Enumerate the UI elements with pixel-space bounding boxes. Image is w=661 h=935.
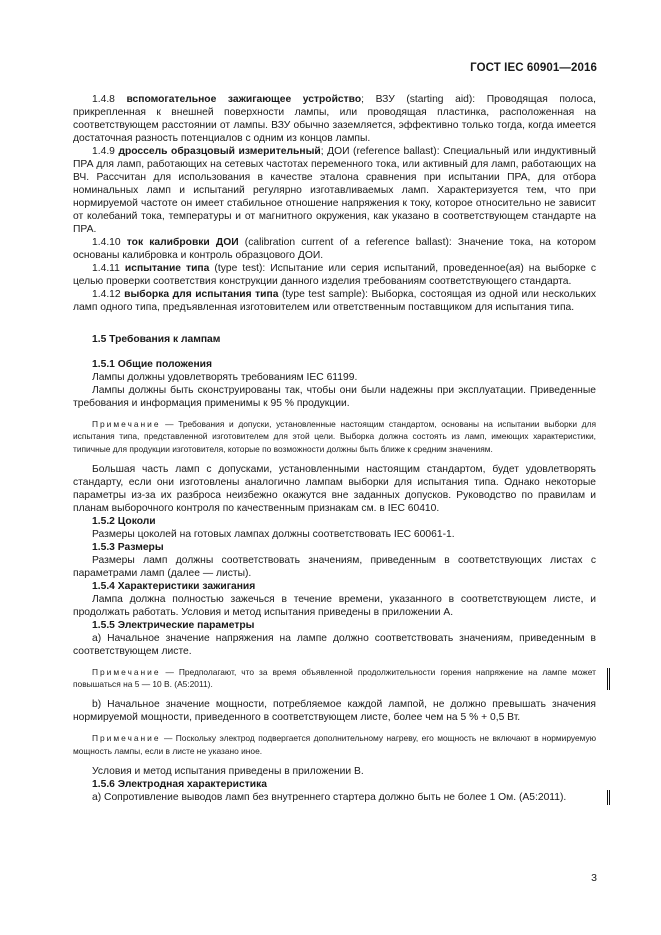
clause-number: 1.4.10 [92,237,127,248]
term: вспомогательное зажигающее устройство [126,94,362,105]
paragraph: Условия и метод испытания приведены в приложении В. [92,766,364,778]
change-bar-icon [607,790,610,805]
clause-number: 1.4.9 [92,146,119,157]
definition-1-4-8 [73,93,596,145]
term: ток калибровки ДОИ [126,237,239,248]
note-1 [73,418,596,455]
subsection-heading-1-5-5: 1.5.5 Электрические параметры [92,619,255,631]
term: дроссель образцовый измерительный [118,146,321,157]
definition-1-4-9 [73,145,596,236]
subsection-heading-1-5-2: 1.5.2 Цоколи [92,515,156,527]
clause-number: 1.4.11 [92,263,125,274]
definition-1-4-11 [73,262,596,288]
change-bar-icon [607,668,610,690]
clause-number: 1.4.12 [92,289,125,300]
paragraph: a) Начальное значение напряжения на лампе должно соответствовать значениям, приведенным в соответствующем листе. [73,632,596,657]
note-2 [73,666,596,691]
note-label: Примечание [92,419,161,429]
paragraph: Лампы должны удовлетворять требованиям IEC 61199. [92,372,358,383]
subsection-heading-1-5-4: 1.5.4 Характеристики зажигания [92,580,256,592]
section-heading-1-5: 1.5 Требования к лампам [92,334,221,345]
term: испытание типа [124,263,210,274]
paragraph: b) Начальное значение мощности, потребляемое каждой лампой, не должно превышать значения нормируемой мощности, приведенного в соответствующем листе, более чем на 5 % + 0,5 Вт. [73,699,596,724]
note-text: — Требования и допуски, установленные настоящим стандартом, основаны на испытании выборки для испытания типа, представленной изготовителем для этой цели. Выборка должна состоять из ламп, имеющих характеристики, типичные для продукции изготовителя, которые по возможности должны быть ближе к средним значениям. [73,419,596,454]
note-text: — Поскольку электрод подвергается дополнительному нагреву, его мощность не включают в нормируемую мощность лампы, если в листе не указано иное. [73,733,596,756]
definition-1-4-10 [73,236,596,262]
note-3 [73,732,596,757]
note-label: Примечание [92,733,161,744]
clause-number: 1.4.8 [92,94,127,105]
paragraph [73,791,596,804]
definition-text: ; ВЗУ (starting aid): Проводящая полоса, прикрепленная к внешней поверхности лампы, или проводящая пластинка, расположенная на соответствующем расстоянии от лампы. ВЗУ обычно заземляется, эффективно только тогда, когда имеется достаточная разность потенциалов с одним из концов лампы. [73,94,597,144]
paragraph: Лампы должны быть сконструированы так, чтобы они были надежны при эксплуатации. Приведенные требования и информация применимы к 95 % продукции. [73,385,596,409]
standard-header: ГОСТ IEC 60901—2016 [470,62,597,74]
page-content [73,93,596,804]
paragraph: Размеры цоколей на готовых лампах должны соответствовать IEC 60061-1. [92,528,455,540]
subsection-heading-1-5-6: 1.5.6 Электродная характеристика [92,779,267,791]
subsection-heading-1-5-1: 1.5.1 Общие положения [92,359,212,370]
paragraph: Лампа должна полностью зажечься в течение времени, указанного в соответствующем листе, и продолжать работать. Условия и метод испытания приведены в приложении А. [73,593,596,618]
definition-text: ; ДОИ (reference ballast): Специальный или индуктивный ПРА для ламп, работающих на сетевых частотах переменного тока, или активный для ламп, работающих на ВЧ. Рассчитан для использования в качестве эталона сравнения при испытании ПРА, для отбора номинальных ламп и испытаний регулярно изготавливаемых ламп. Характеризуется тем, что при нормируемой частоте он имеет стабильное отношение напряжения к току, которое относительно не зависит от колебаний тока, температуры и от магнитного окружения, как указано в соответствующем стандарте на ПРА. [73,146,597,235]
definition-text: (type test sample): Выборка, состоящая из одной или нескольких ламп одного типа, предъявленная изготовителем или ответственным поставщиком для испытания типа. [73,289,596,313]
paragraph-text: a) Сопротивление выводов ламп без внутреннего стартера должно быть не более 1 Ом. (A5:2011). [92,792,567,804]
page-number: 3 [591,872,597,884]
note-text: — Предполагают, что за время объявленной продолжительности горения напряжение на лампе может повышаться на 5 — 10 В. (A5:2011). [73,666,596,690]
note-label: Примечание [92,666,161,677]
term: выборка для испытания типа [124,289,279,300]
definition-1-4-12 [73,288,596,314]
subsection-heading-1-5-3: 1.5.3 Размеры [92,541,164,553]
paragraph: Большая часть ламп с допусками, установленными настоящим стандартом, будет удовлетворять стандарту, если они изготовлены аналогично лампам выборки для испытания типа. Однако некоторые параметры из-за их разброса неизбежно окажутся вне заданных допусков. Руководство по правилам и планам выборочного контроля по качественным признакам см. в IEC 60410. [73,463,596,514]
paragraph: Размеры ламп должны соответствовать значениям, приведенным в соответствующих листах с параметрами ламп (далее — листы). [73,554,596,579]
definition-text: (calibration current of a reference ballast): Значение тока, на котором основаны калибровка и контроль образцового ДОИ. [73,237,596,261]
definition-text: (type test): Испытание или серия испытаний, проведенное(ая) на выборке с целью проверки соответствия конструкции данного изделия требованиям соответствующего стандарта. [73,263,596,287]
